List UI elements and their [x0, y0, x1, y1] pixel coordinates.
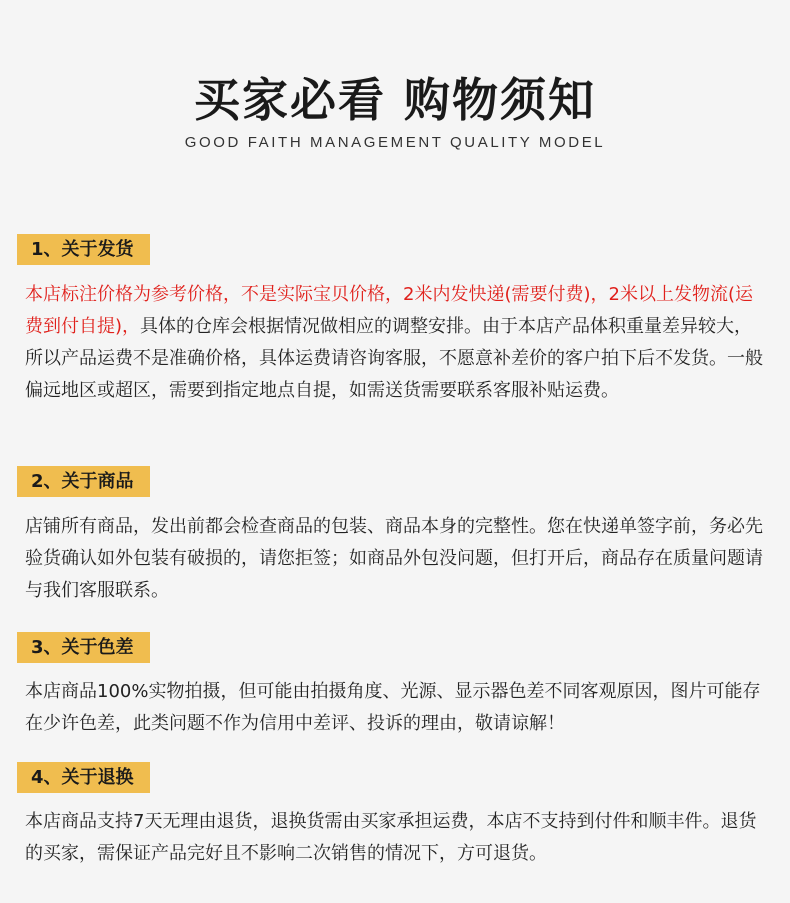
shipping-highlight-text: 本店标注价格为参考价格，不是实际宝贝价格，2米内发快递(需要付费)，2米以上发物流(运费到付自提)， [25, 284, 753, 337]
section-heading-color-difference: 3、关于色差 [17, 632, 150, 663]
section-body-color-difference: 本店商品100%实物拍摄，但可能由拍摄角度、光源、显示器色差不同客观原因，图片可能存在少许色差，此类问题不作为信用中差评、投诉的理由，敬请谅解！ [25, 681, 761, 734]
section-body-returns: 本店商品支持7天无理由退货，退换货需由买家承担运费，本店不支持到付件和顺丰件。退货的买家，需保证产品完好且不影响二次销售的情况下，方可退货。 [25, 811, 757, 864]
section-body-products: 店铺所有商品，发出前都会检查商品的包装、商品本身的完整性。您在快递单签字前，务必先验货确认如外包装有破损的，请您拒签；如商品外包没问题，但打开后，商品存在质量问题请与我们客服联系。 [25, 516, 763, 601]
section-body-shipping [25, 279, 765, 407]
section-heading-returns: 4、关于退换 [17, 762, 150, 793]
page-title: 买家必看 购物须知 [193, 73, 596, 127]
shipping-text: 具体的仓库会根据情况做相应的调整安排。由于本店产品体积重量差异较大，所以产品运费不是准确价格，具体运费请咨询客服，不愿意补差价的客户拍下后不发货。一般偏远地区或超区，需要到指定地点自提，如需送货需要联系客服补贴运费。 [25, 316, 763, 401]
section-heading-products: 2、关于商品 [17, 466, 150, 497]
section-heading-shipping: 1、关于发货 [17, 234, 150, 265]
page-subtitle: GOOD FAITH MANAGEMENT QUALITY MODEL [184, 134, 606, 151]
